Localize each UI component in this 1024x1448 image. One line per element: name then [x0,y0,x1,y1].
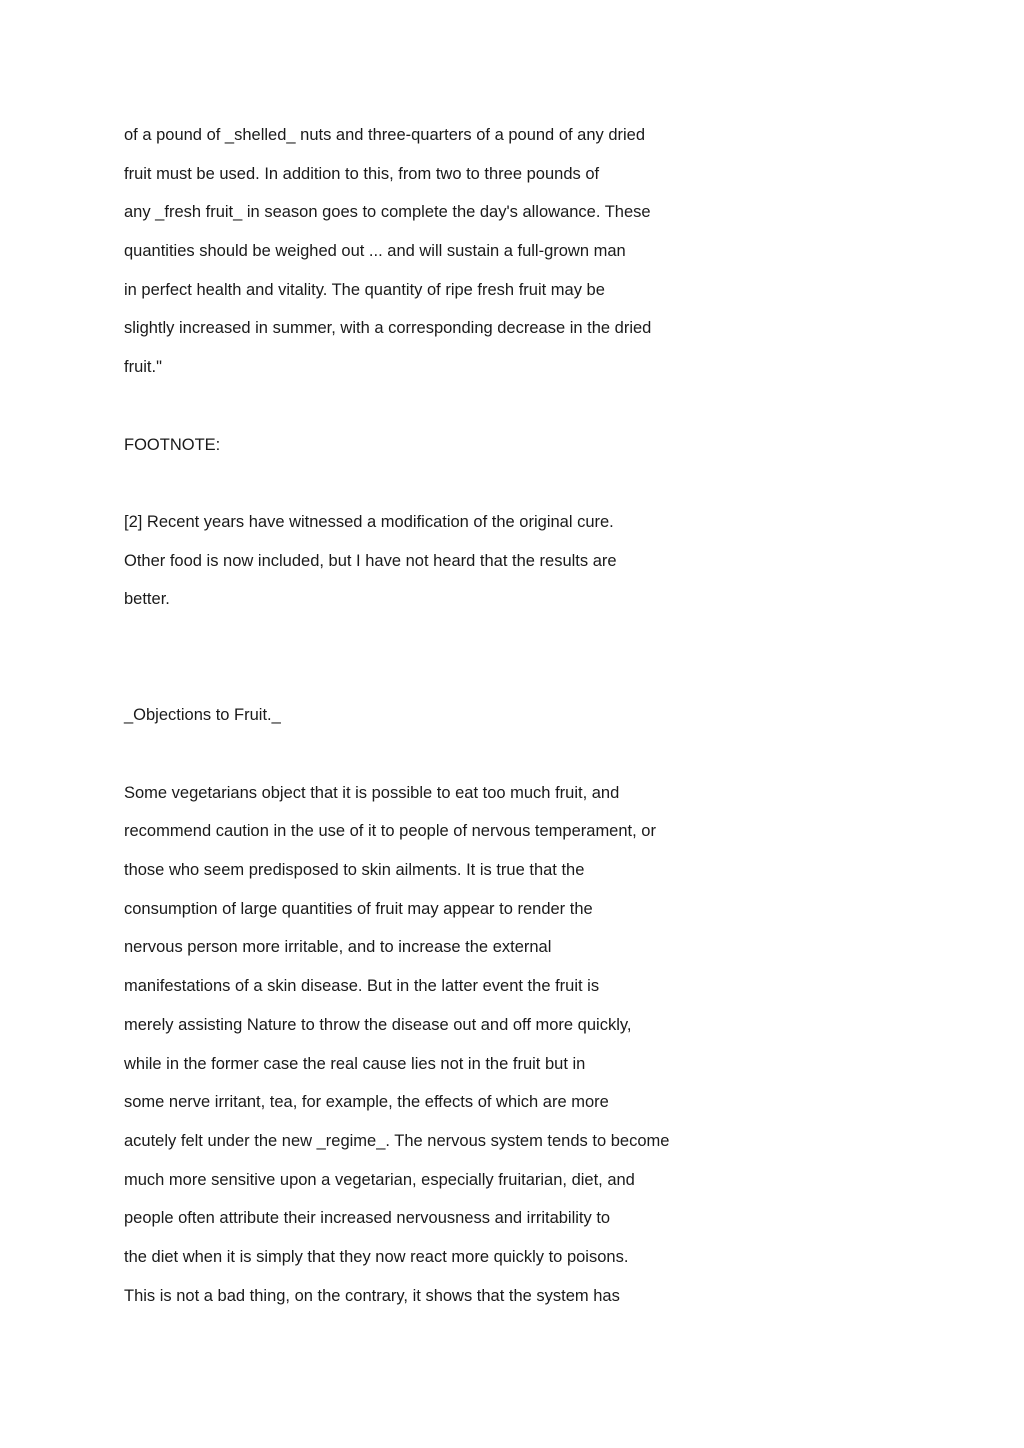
paragraph-continuation [124,116,924,387]
text-line: while in the former case the real cause lies not in the fruit but in [124,1054,586,1073]
spacer [124,387,924,426]
text-line: those who seem predisposed to skin ailments. It is true that the [124,861,585,880]
text-line: of a pound of _shelled_ nuts and three-quarters of a pound of any dried [124,126,646,144]
text-line: quantities should be weighed out ... and will sustain a full-grown man [124,242,626,261]
spacer [124,735,924,774]
footnote-heading: FOOTNOTE: [124,435,221,454]
spacer [124,619,924,696]
text-line: nervous person more irritable, and to increase the external [124,938,552,957]
text-line: consumption of large quantities of fruit may appear to render the [124,899,593,918]
text-line: people often attribute their increased nervousness and irritability to [124,1209,611,1228]
text-line: Other food is now included, but I have not heard that the results are [124,551,617,570]
text-line: much more sensitive upon a vegetarian, especially fruitarian, diet, and [124,1170,635,1189]
text-line: merely assisting Nature to throw the disease out and off more quickly, [124,1015,632,1034]
paragraph-objections [124,774,924,1316]
text-line: manifestations of a skin disease. But in the latter event the fruit is [124,977,600,996]
spacer [124,464,924,503]
text-line: slightly increased in summer, with a corresponding decrease in the dried [124,319,652,338]
text-line: fruit must be used. In addition to this, from two to three pounds of [124,164,600,183]
text-line: recommend caution in the use of it to people of nervous temperament, or [124,822,656,841]
text-line: any _fresh fruit_ in season goes to complete the day's allowance. These [124,203,651,222]
text-line: Some vegetarians object that it is possible to eat too much fruit, and [124,783,620,802]
text-line: This is not a bad thing, on the contrary, it shows that the system has [124,1286,620,1305]
text-line: some nerve irritant, tea, for example, the effects of which are more [124,1093,609,1112]
text-line: acutely felt under the new _regime_. The nervous system tends to become [124,1131,670,1150]
footnote-text [124,503,924,619]
document-page [124,116,924,1315]
text-line: fruit." [124,358,162,377]
section-heading: _Objections to Fruit._ [124,706,281,725]
text-line: better. [124,590,170,609]
text-line: in perfect health and vitality. The quantity of ripe fresh fruit may be [124,280,605,299]
text-line: the diet when it is simply that they now react more quickly to poisons. [124,1247,629,1266]
text-line: [2] Recent years have witnessed a modification of the original cure. [124,512,614,531]
